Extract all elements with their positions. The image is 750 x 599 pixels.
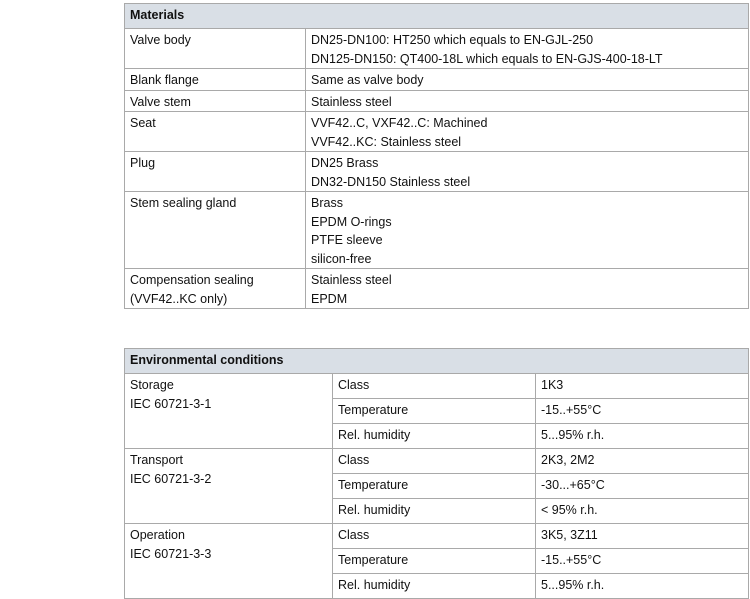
material-spec: Brass EPDM O-rings PTFE sleeve silicon-free	[306, 192, 749, 269]
material-spec: Same as valve body	[306, 69, 749, 91]
condition-param: Rel. humidity	[333, 574, 536, 599]
condition-name: Transport	[130, 453, 184, 467]
material-part: Compensation sealing (VVF42..KC only)	[125, 269, 306, 309]
material-spec: DN25-DN100: HT250 which equals to EN-GJL-250 DN125-DN150: QT400-18L which equals to EN-GJS-400-18-LT	[306, 29, 749, 69]
condition-value: -15..+55°C	[536, 399, 749, 424]
material-part: Blank flange	[125, 69, 306, 91]
environment-table	[124, 348, 749, 599]
table-row	[125, 374, 749, 399]
condition-group	[125, 449, 333, 524]
condition-value: -30...+65°C	[536, 474, 749, 499]
material-part: Stem sealing gland	[125, 192, 306, 269]
table-row	[125, 152, 749, 192]
materials-table	[124, 3, 749, 309]
material-spec: VVF42..C, VXF42..C: Machined VVF42..KC: Stainless steel	[306, 112, 749, 152]
condition-standard: IEC 60721-3-2	[130, 471, 212, 486]
material-spec: Stainless steel EPDM	[306, 269, 749, 309]
condition-param: Temperature	[333, 549, 536, 574]
material-part: Valve body	[125, 29, 306, 69]
table-row	[125, 112, 749, 152]
table-row	[125, 90, 749, 112]
table-row	[125, 269, 749, 309]
condition-name: Operation	[130, 528, 185, 542]
condition-standard: IEC 60721-3-3	[130, 546, 212, 561]
condition-value: -15..+55°C	[536, 549, 749, 574]
condition-param: Temperature	[333, 474, 536, 499]
table-row	[125, 449, 749, 474]
materials-title: Materials	[125, 4, 749, 29]
condition-value: 5...95% r.h.	[536, 424, 749, 449]
condition-param: Class	[333, 374, 536, 399]
condition-value: 2K3, 2M2	[536, 449, 749, 474]
condition-param: Class	[333, 449, 536, 474]
condition-group	[125, 524, 333, 599]
condition-param: Temperature	[333, 399, 536, 424]
condition-standard: IEC 60721-3-1	[130, 396, 212, 411]
table-row	[125, 192, 749, 269]
table-row	[125, 524, 749, 549]
condition-value: 5...95% r.h.	[536, 574, 749, 599]
condition-value: < 95% r.h.	[536, 499, 749, 524]
table-row	[125, 69, 749, 91]
material-part: Seat	[125, 112, 306, 152]
material-part: Valve stem	[125, 90, 306, 112]
condition-value: 3K5, 3Z11	[536, 524, 749, 549]
condition-group	[125, 374, 333, 449]
material-spec: DN25 Brass DN32-DN150 Stainless steel	[306, 152, 749, 192]
condition-param: Class	[333, 524, 536, 549]
material-part: Plug	[125, 152, 306, 192]
material-spec: Stainless steel	[306, 90, 749, 112]
environment-title: Environmental conditions	[125, 349, 749, 374]
condition-name: Storage	[130, 378, 174, 392]
condition-param: Rel. humidity	[333, 499, 536, 524]
condition-value: 1K3	[536, 374, 749, 399]
condition-param: Rel. humidity	[333, 424, 536, 449]
table-row	[125, 29, 749, 69]
